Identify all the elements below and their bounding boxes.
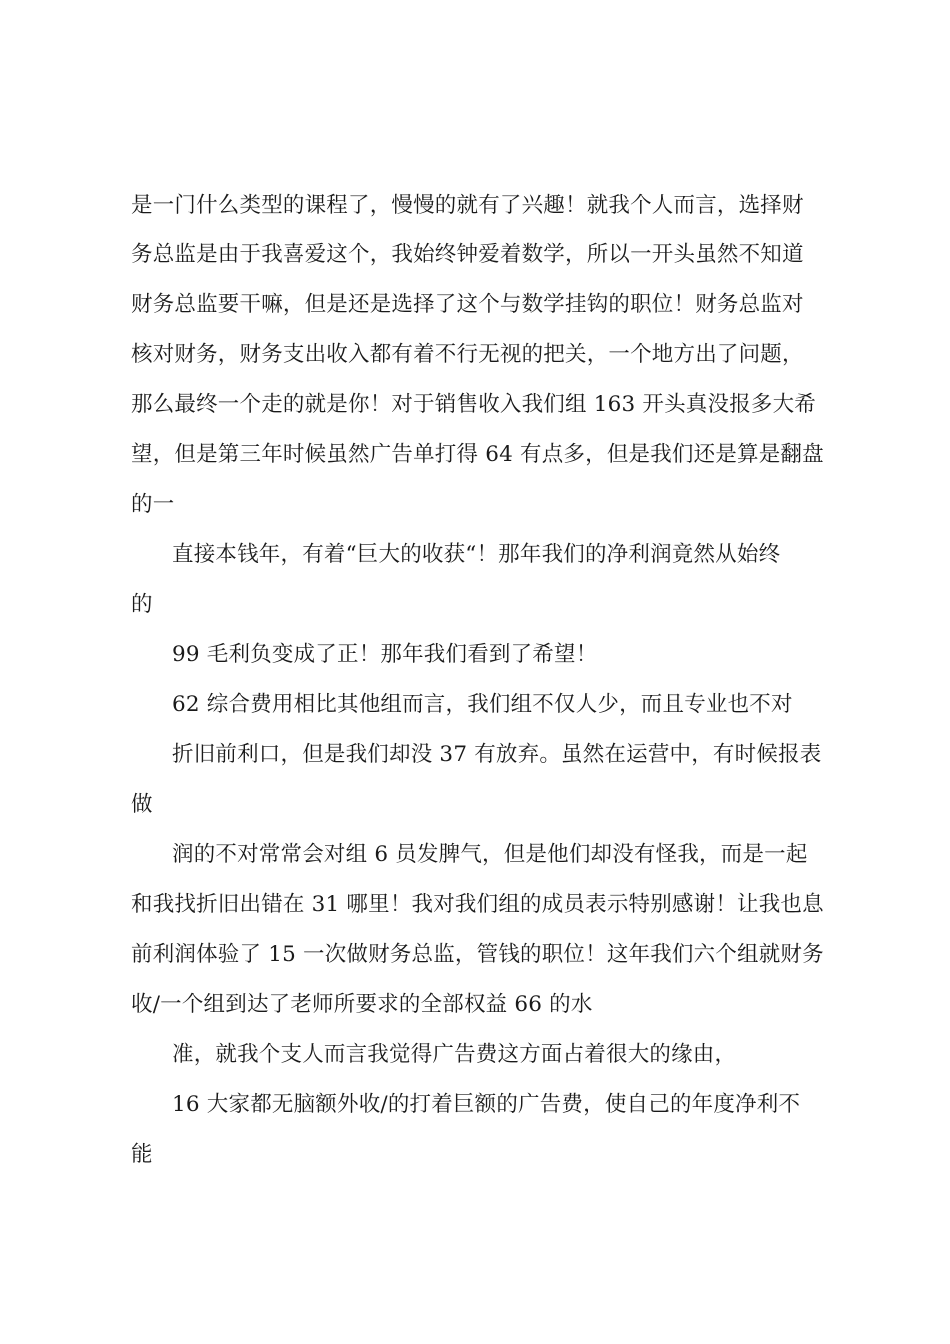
text-line: 望，但是第三年时候虽然广告单打得 64 有点多，但是我们还是算是翻盘: [131, 442, 824, 467]
text-line: 99 毛利负变成了正！那年我们看到了希望！: [172, 642, 598, 667]
text-line: 润的不对常常会对组 6 员发脾气，但是他们却没有怪我，而是一起: [172, 842, 808, 867]
text-line: 核对财务，财务支出收入都有着不行无视的把关，一个地方出了问题，: [131, 342, 804, 367]
text-line: 做: [131, 792, 153, 817]
text-line: 16 大家都无脑额外收/的打着巨额的广告费，使自己的年度净利不: [172, 1092, 801, 1117]
text-line: 和我找折旧出错在 31 哪里！我对我们组的成员表示特别感谢！让我也息: [131, 892, 824, 917]
text-line: 的: [131, 592, 153, 617]
text-line: 那么最终一个走的就是你！对于销售收入我们组 163 开头真没报多大希: [131, 392, 817, 417]
text-line: 62 综合费用相比其他组而言，我们组不仅人少，而且专业也不对: [172, 692, 793, 717]
text-line: 能: [131, 1142, 153, 1167]
text-line: 前利润体验了 15 一次做财务总监，管钱的职位！这年我们六个组就财务: [131, 942, 824, 967]
text-line: 务总监是由于我喜爱这个，我始终钟爱着数学，所以一开头虽然不知道: [131, 242, 804, 267]
text-line: 的一: [131, 492, 175, 517]
text-line: 收/一个组到达了老师所要求的全部权益 66 的水: [131, 992, 593, 1017]
text-line: 财务总监要干嘛，但是还是选择了这个与数学挂钩的职位！财务总监对: [131, 292, 804, 317]
text-line: 准，就我个支人而言我觉得广告费这方面占着很大的缘由，: [172, 1042, 737, 1067]
text-line: 折旧前利口，但是我们却没 37 有放弃。虽然在运营中，有时候报表: [172, 742, 822, 767]
text-line: 是一门什么类型的课程了，慢慢的就有了兴趣！就我个人而言，选择财: [131, 193, 804, 218]
text-line: 直接本钱年，有着“巨大的收获“！那年我们的净利润竟然从始终: [172, 542, 781, 567]
